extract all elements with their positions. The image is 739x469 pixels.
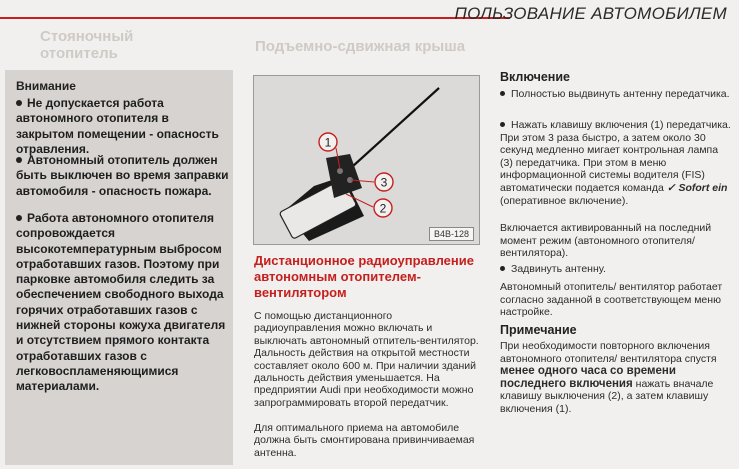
heading-activation: Включение: [500, 70, 570, 84]
bullet-icon: [500, 91, 505, 96]
paragraph: Включается активированный на последний момент режим (автономного отопителя/ вентилятора).: [500, 222, 712, 260]
figure-code: B4B-128: [429, 227, 474, 241]
paragraph: Для оптимального приема на автомобиле должна быть смонтирована привинчиваемая антенна.: [254, 422, 475, 459]
list-item: Задвинуть антенну.: [500, 263, 732, 276]
paragraph: С помощью дистанционного радиоуправления можно включать и выключать автономный отпитель-вентилятор. Дальность действия на открытой местности составляет около 600 м. При наличии зданий дальность действия уменьшается. На предприятии Audi при необходимости можно запрограммировать второй передатчик.: [254, 310, 479, 409]
paragraph: Автономный отопитель/ вентилятор работает согласно заданной в соответствующем меню настройке.: [500, 281, 723, 319]
warning-item: Не допускается работа автономного отопителя в закрытом помещении - опасность отравления.: [16, 96, 219, 156]
bleed-through-text: отопитель: [40, 45, 118, 62]
bleed-through-text: Стояночный: [40, 28, 134, 45]
callout-3: 3: [380, 175, 388, 190]
fis-command: ✓ Sofort ein: [666, 181, 728, 194]
callout-1: 1: [324, 135, 332, 150]
note-paragraph: При необходимости повторного включения автономного отопителя/ вентилятора спустя менее одного часа со времени последнего включения нажать вначале клавишу выключения (2), а затем клавишу включения (1).: [500, 340, 717, 415]
bleed-through-text: Подъемно-сдвижная крыша: [255, 38, 466, 55]
bullet-icon: [16, 215, 22, 221]
warning-title: Внимание: [16, 79, 76, 93]
bullet-icon: [16, 157, 22, 163]
section-title: Дистанционное радиоуправление автономным отопителем-вентилятором: [254, 253, 474, 300]
header-rule: [0, 17, 510, 19]
warning-item: Автономный отопитель должен быть выключен во время заправки автомобиля - опасность пожара.: [16, 153, 229, 198]
remote-transmitter-figure: [253, 75, 480, 245]
note-emphasis: менее одного часа со времени последнего включения: [500, 365, 676, 390]
list-item: Полностью выдвинуть антенну передатчика.: [500, 88, 732, 101]
remote-transmitter-illustration: [254, 76, 479, 244]
callout-2: 2: [379, 201, 387, 216]
bullet-icon: [500, 266, 505, 271]
warning-item: Работа автономного отопителя сопровождается высокотемпературным выбросом отработавших газов. Поэтому при парковке автомобиля следить за обеспечением свободного выхода горячих отработавших газов с нижней стороны кожуха двигателя и отсутствием прямого контакта отработавших газов с легковоспламеняющимися материалами.: [16, 211, 226, 394]
warning-box: [5, 70, 233, 465]
bullet-icon: [500, 122, 505, 127]
heading-note: Примечание: [500, 323, 577, 337]
page-header-title: ПОЛЬЗОВАНИЕ АВТОМОБИЛЕМ: [454, 4, 727, 23]
bullet-icon: [16, 100, 22, 106]
list-item: Нажать клавишу включения (1) передатчика. При этом 3 раза быстро, а затем около 30 секунд медленно мигает контрольная лампа (3) передатчика. При этом в меню информационной системы водителя (FIS) автоматически подается команда ✓ Sofort ein (оперативное включение).: [500, 119, 731, 207]
